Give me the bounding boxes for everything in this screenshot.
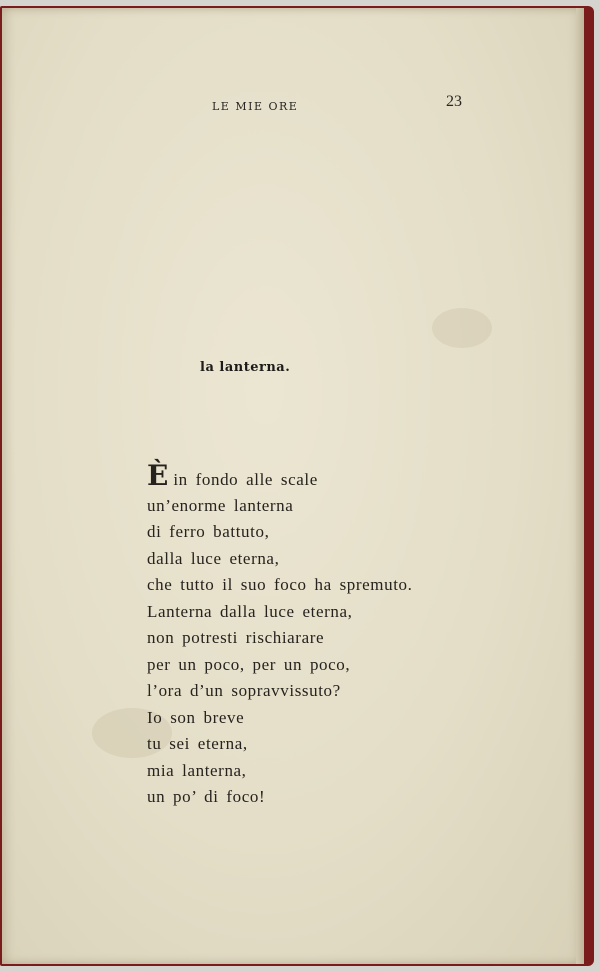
poem-line: per un poco, per un poco, bbox=[147, 654, 351, 674]
poem-line: non potresti rischiarare bbox=[147, 628, 325, 647]
poem-line: che tutto il suo foco ha spremuto. bbox=[147, 575, 413, 594]
poem-line: un’enorme lanterna bbox=[147, 495, 294, 515]
poem-line: tu sei eterna, bbox=[147, 734, 248, 753]
page-fore-edge bbox=[576, 8, 584, 964]
poem-line: dalla luce eterna, bbox=[147, 548, 280, 568]
poem-title: la lanterna. bbox=[200, 360, 291, 375]
poem-body bbox=[147, 459, 547, 811]
poem-line: Io son breve bbox=[147, 707, 245, 727]
poem-line: l’ora d’un sopravvissuto? bbox=[147, 681, 341, 700]
poem-line: un po’ di foco! bbox=[147, 787, 266, 806]
running-head: LE MIE ORE bbox=[212, 100, 299, 113]
poem-line bbox=[147, 459, 547, 493]
poem-line: mia lanterna, bbox=[147, 760, 247, 780]
poem-line-text: in fondo alle scale bbox=[173, 470, 318, 489]
poem-line: di ferro battuto, bbox=[147, 522, 270, 541]
paper-stain bbox=[432, 308, 492, 348]
page-number: 23 bbox=[446, 93, 462, 110]
poem-line: Lanterna dalla luce eterna, bbox=[147, 601, 353, 621]
drop-cap: È bbox=[147, 459, 169, 492]
